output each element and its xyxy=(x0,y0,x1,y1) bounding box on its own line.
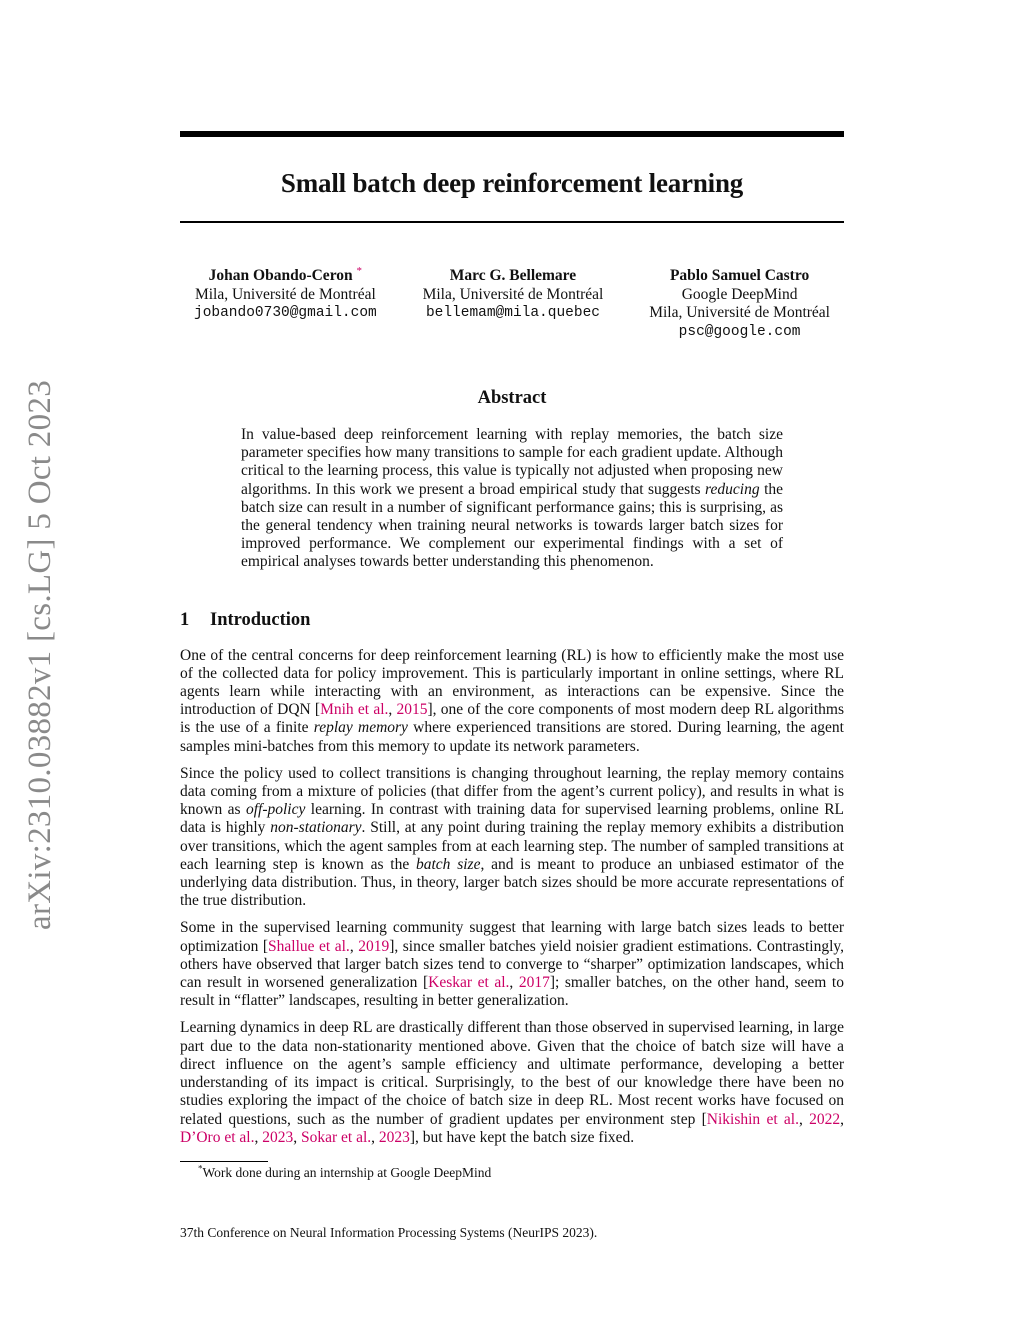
citation-year-link[interactable]: 2019 xyxy=(358,937,390,955)
author-1-affiliation: Mila, Université de Montréal xyxy=(194,285,376,303)
paragraph-4: Learning dynamics in deep RL are drastically different than those observed in supervised learning, in large part due to the data non-stationarity mentioned above. Given that the choice of batch size will have a direct influence on the agent’s sample efficiency and ultimate performance, developing a better understanding of its impact is critical. Surprisingly, to the best of our knowledge there have been no studies exploring the impact of the choice of batch size in deep RL. Most recent works have focused on related questions, such as the number of gradient updates per environment step [Nikishin et al., 2022, D’Oro et al., 2023, Sokar et al., 2023], but have kept the batch size fixed. xyxy=(180,1019,844,1146)
author-1 xyxy=(194,264,377,341)
author-1-footnote-mark[interactable]: * xyxy=(356,264,363,277)
section-title: Introduction xyxy=(210,609,311,630)
author-3 xyxy=(649,267,830,341)
abstract-heading: Abstract xyxy=(477,388,547,408)
citation-sokar-2023[interactable]: Sokar et al. xyxy=(300,1128,372,1146)
footnote-rule xyxy=(180,1161,268,1162)
citation-nikishin-2022[interactable]: Nikishin et al. xyxy=(706,1110,799,1128)
paper-title: Small batch deep reinforcement learning xyxy=(280,168,744,198)
introduction-body xyxy=(180,647,844,1147)
paragraph-2: Since the policy used to collect transitions is changing throughout learning, the replay memory contains data coming from a mixture of policies (that differ from the agent’s current policy), and results in what is known as off-policy learning. In contrast with training data for supervised learning problems, online RL data is highly non-stationary. Still, at any point during training the replay memory exhibits a distribution over transitions, which the agent samples from at each learning step. The number of sampled transitions at each learning step is known as the batch size, and is meant to produce an unbiased estimator of the underlying data distribution. Thus, in theory, larger batch sizes should be more accurate representations of the true distribution. xyxy=(180,764,844,910)
citation-year-link[interactable]: 2023 xyxy=(378,1128,410,1146)
author-3-name: Pablo Samuel Castro xyxy=(669,267,810,284)
author-1-email[interactable]: jobando0730@gmail.com xyxy=(194,305,377,321)
paragraph-3: Some in the supervised learning community suggest that learning with large batch sizes leads to better optimization [Shallue et al., 2019], since smaller batches yield noisier gradient estimations. Contrastingly, others have observed that larger batch sizes tend to converge to “sharper” optimization landscapes, which can result in worsened generalization [Keskar et al., 2017]; smaller batches, on the other hand, seem to result in “flatter” landscapes, resulting in better generalization. xyxy=(180,919,844,1010)
author-2-affiliation: Mila, Université de Montréal xyxy=(422,285,604,303)
section-number: 1 xyxy=(180,609,190,630)
author-2-email[interactable]: bellemam@mila.quebec xyxy=(425,305,600,321)
citation-year-link[interactable]: 2015 xyxy=(396,701,428,719)
arxiv-stamp: arXiv:2310.03882v1 [cs.LG] 5 Oct 2023 xyxy=(22,379,58,930)
abstract-emphasis: reducing xyxy=(705,480,760,498)
footnote: *Work done during an internship at Google DeepMind xyxy=(198,1163,492,1180)
title-bottom-rule xyxy=(180,221,844,223)
abstract-text: In value-based deep reinforcement learning with replay memories, the batch size parameter specifies how many transitions to sample for each gradient update. Although critical to the learning process, this value is typically not adjusted when proposing new algorithms. In this work we present a broad empirical study that suggests reducing the batch size can result in a number of significant performance gains; this is surprising, as the general tendency when training neural networks is towards larger batch sizes for improved performance. We complement our experimental findings with a set of empirical analyses towards better understanding this phenomenon. xyxy=(241,426,783,571)
author-2-name: Marc G. Bellemare xyxy=(449,267,577,284)
author-3-email[interactable]: psc@google.com xyxy=(678,323,801,340)
citation-year-link[interactable]: 2022 xyxy=(809,1110,841,1128)
paper-page xyxy=(180,131,844,1181)
citation-keskar-2017[interactable]: Keskar et al. xyxy=(428,974,510,992)
author-block xyxy=(180,264,844,341)
citation-year-link[interactable]: 2023 xyxy=(262,1128,294,1146)
author-3-affiliation-2: Mila, Université de Montréal xyxy=(649,304,830,321)
paragraph-1: One of the central concerns for deep reinforcement learning (RL) is how to efficiently make the most use of the collected data for policy improvement. This is particularly important in online settings, where RL agents learn while interacting with an environment, as interactions can be expensive. Since the introduction of DQN [Mnih et al., 2015], one of the core components of most modern deep RL algorithms is the use of a finite replay memory where experienced transitions are stored. During learning, the agent samples mini-batches from this memory to update its network parameters. xyxy=(180,646,844,755)
section-heading-introduction xyxy=(180,609,844,631)
author-3-affiliation-1: Google DeepMind xyxy=(681,285,798,303)
citation-year-link[interactable]: 2017 xyxy=(518,974,550,992)
footnote-mark: * xyxy=(198,1163,203,1174)
citation-mnih-2015[interactable]: Mnih et al. xyxy=(320,701,389,719)
venue-note: 37th Conference on Neural Information Processing Systems (NeurIPS 2023). xyxy=(180,1225,598,1240)
citation-shallue-2019[interactable]: Shallue et al. xyxy=(268,937,350,955)
author-1-name: Johan Obando-Ceron * xyxy=(208,264,363,284)
citation-doro-2023[interactable]: D’Oro et al. xyxy=(180,1128,255,1146)
author-2 xyxy=(423,267,604,341)
